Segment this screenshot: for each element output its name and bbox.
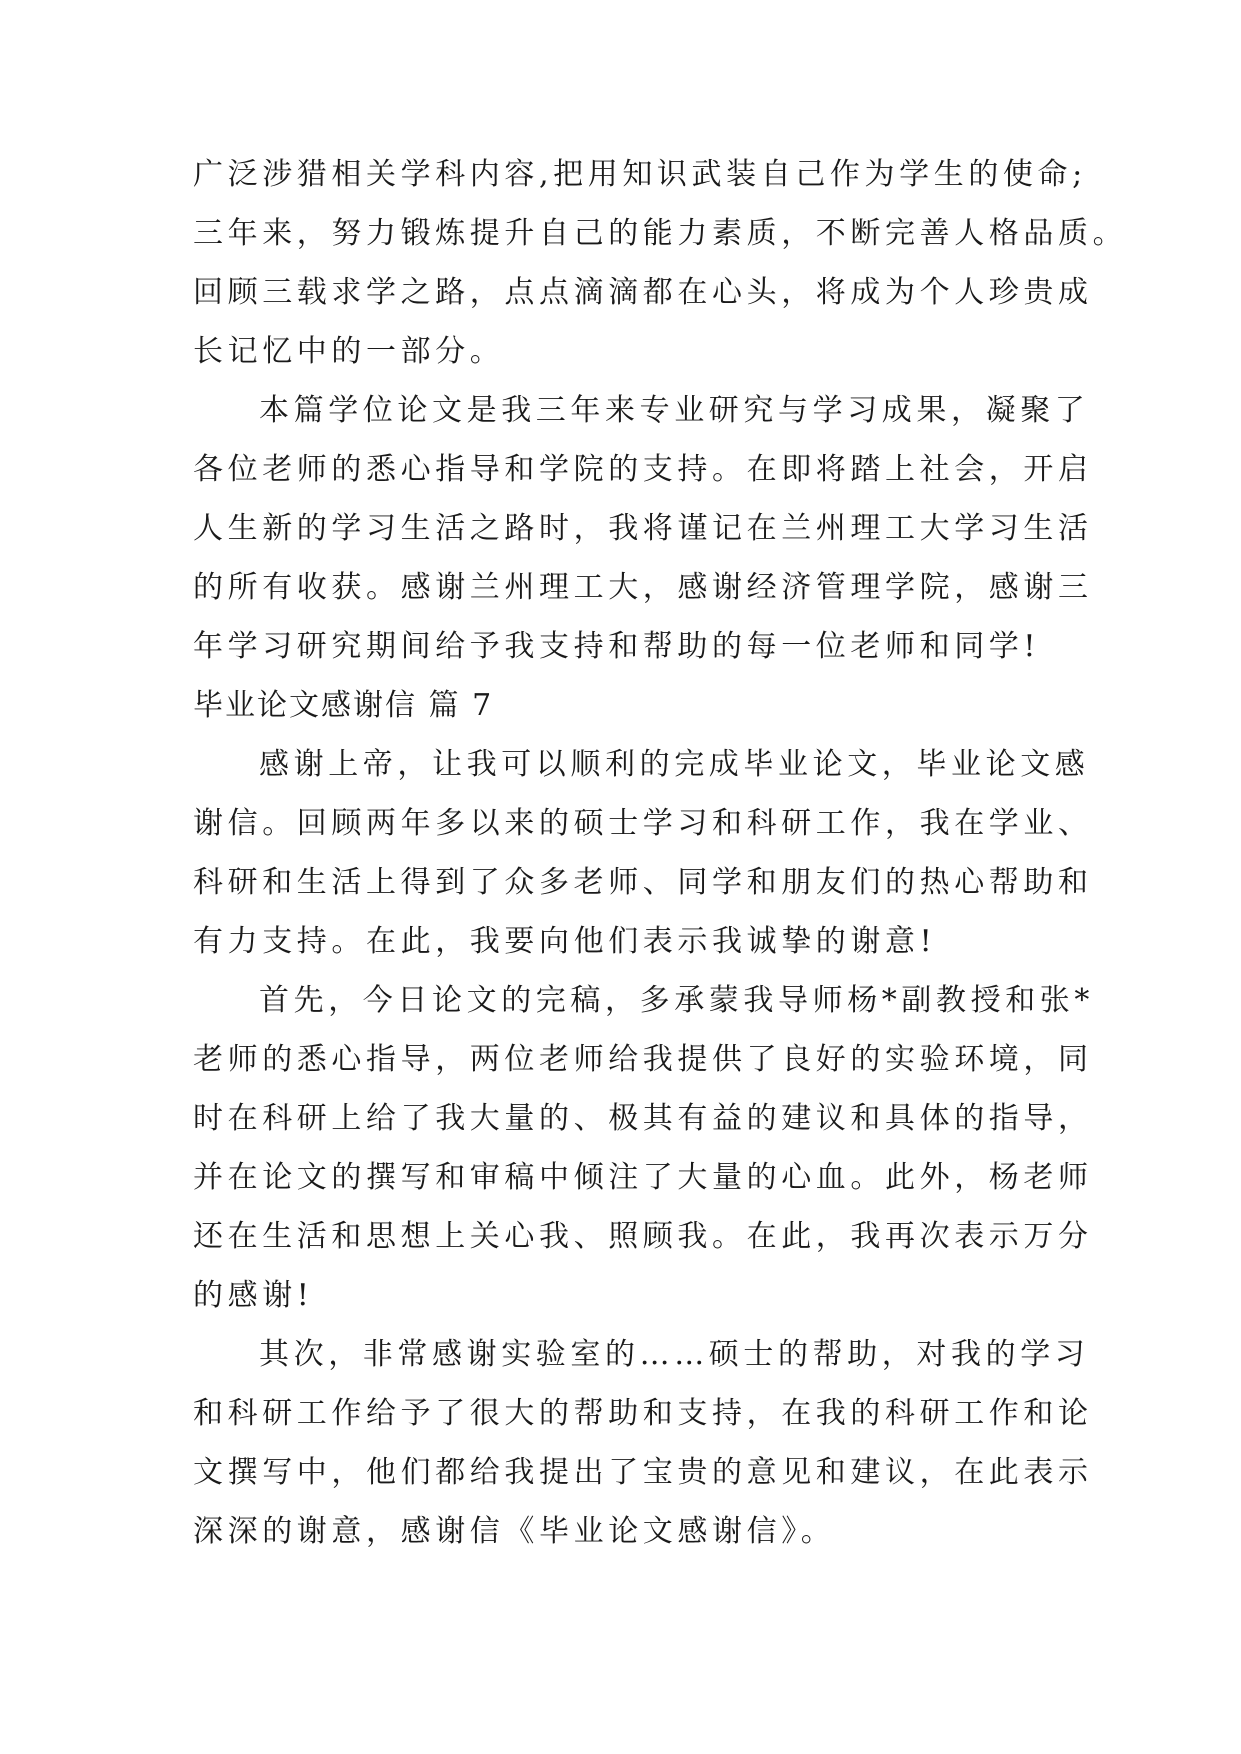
- paragraph-line: 本篇学位论文是我三年来专业研究与学习成果，凝聚了: [259, 393, 1090, 428]
- paragraph-line: 还在生活和思想上关心我、照顾我。在此，我再次表示万分: [193, 1219, 1093, 1254]
- paragraph-line: 文撰写中，他们都给我提出了宝贵的意见和建议，在此表示: [193, 1455, 1093, 1490]
- paragraph: [193, 971, 1094, 1325]
- paragraph-line: 长记忆中的一部分。: [193, 334, 505, 369]
- paragraph-line: 三年来，努力锻炼提升自己的能力素质，不断完善人格品质。: [193, 216, 1128, 251]
- paragraph-line: 科研和生活上得到了众多老师、同学和朋友们的热心帮助和: [193, 865, 1093, 900]
- paragraph: [193, 381, 1093, 676]
- document-body: [193, 145, 1128, 1561]
- paragraph-line: 首先，今日论文的完稿，多承蒙我导师杨*副教授和张*: [259, 983, 1094, 1018]
- paragraph-line: 其次，非常感谢实验室的……硕士的帮助，对我的学习: [259, 1337, 1090, 1372]
- paragraph-line: 回顾三载求学之路，点点滴滴都在心头，将成为个人珍贵成: [193, 275, 1093, 310]
- paragraph-line: 并在论文的撰写和审稿中倾注了大量的心血。此外，杨老师: [193, 1160, 1093, 1195]
- paragraph-line: 深深的谢意，感谢信《毕业论文感谢信》。: [193, 1514, 836, 1549]
- paragraph: [193, 1325, 1093, 1561]
- paragraph-line: 的感谢!: [193, 1278, 314, 1313]
- paragraph-line: 的所有收获。感谢兰州理工大，感谢经济管理学院，感谢三: [193, 570, 1093, 605]
- paragraph-line: 谢信。回顾两年多以来的硕士学习和科研工作，我在学业、: [193, 806, 1093, 841]
- paragraph-line: 时在科研上给了我大量的、极其有益的建议和具体的指导，: [193, 1101, 1093, 1136]
- paragraph-line: 年学习研究期间给予我支持和帮助的每一位老师和同学!: [193, 629, 1041, 664]
- paragraph-line: 感谢上帝，让我可以顺利的完成毕业论文，毕业论文感: [259, 747, 1090, 782]
- paragraph: [193, 735, 1093, 971]
- paragraph-line: 有力支持。在此，我要向他们表示我诚挚的谢意!: [193, 924, 937, 959]
- paragraph-line: 广泛涉猎相关学科内容,把用知识武装自己作为学生的使命;: [193, 157, 1087, 192]
- paragraph-line: 和科研工作给予了很大的帮助和支持，在我的科研工作和论: [193, 1396, 1093, 1431]
- paragraph-line: 人生新的学习生活之路时，我将谨记在兰州理工大学习生活: [193, 511, 1093, 546]
- section-heading: 毕业论文感谢信 篇 7: [193, 688, 494, 723]
- paragraph-line: 老师的悉心指导，两位老师给我提供了良好的实验环境，同: [193, 1042, 1093, 1077]
- paragraph: [193, 145, 1128, 381]
- paragraph-line: 各位老师的悉心指导和学院的支持。在即将踏上社会，开启: [193, 452, 1093, 487]
